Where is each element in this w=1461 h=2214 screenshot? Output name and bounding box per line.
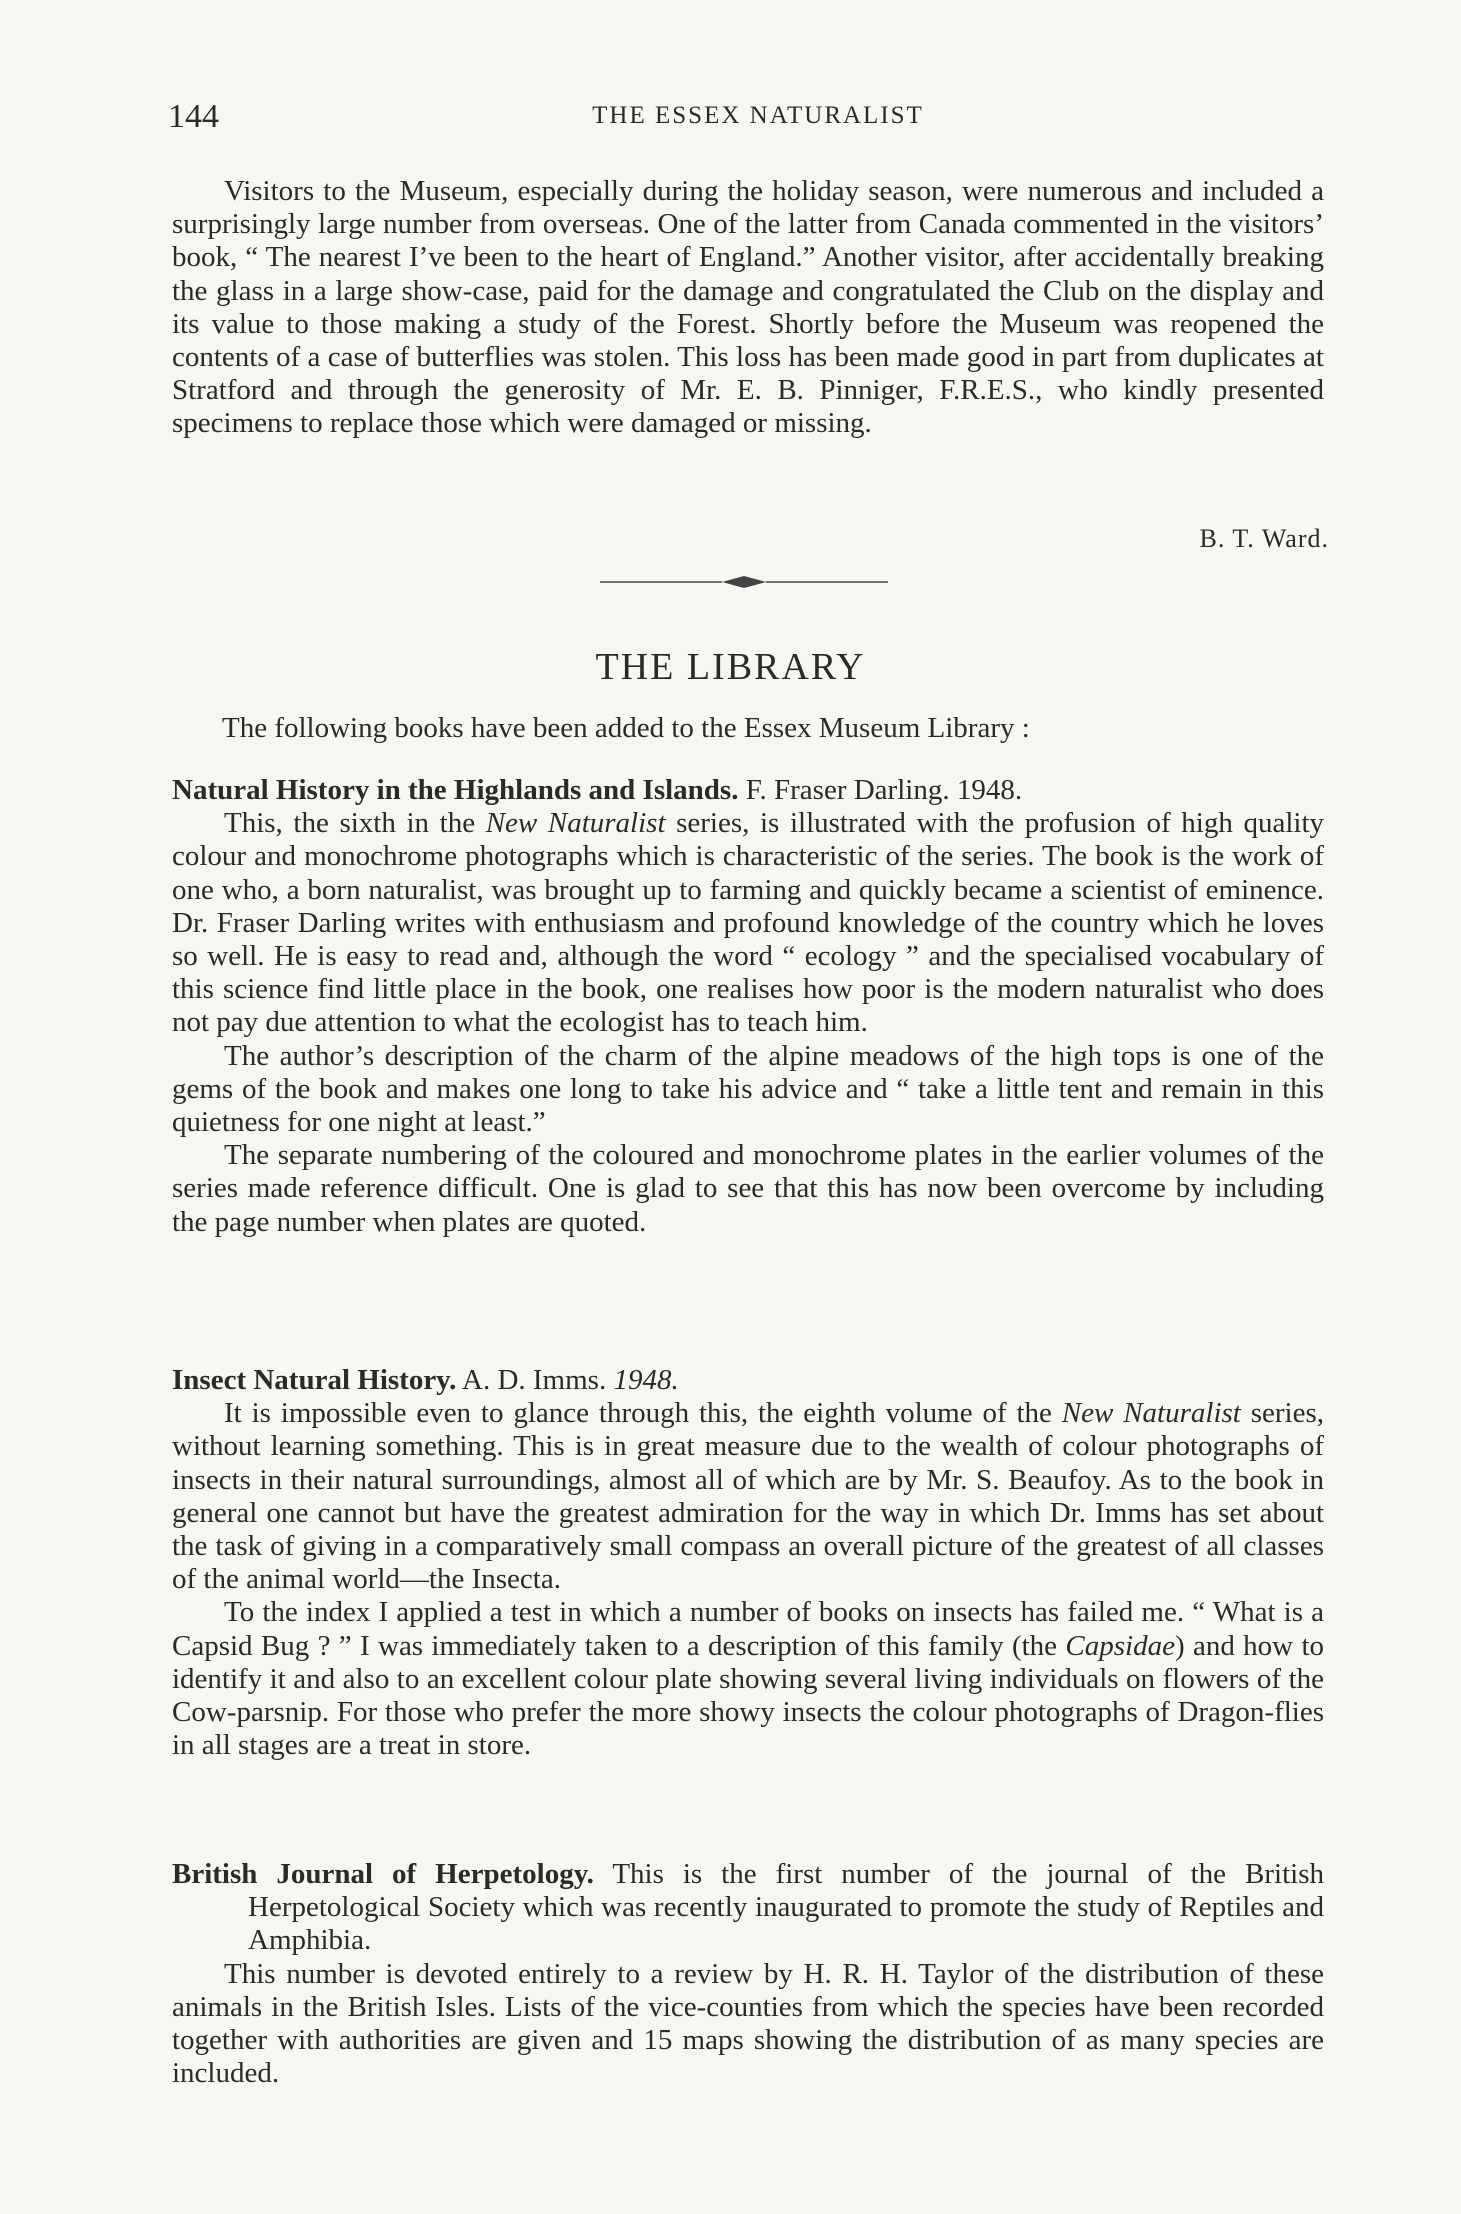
book-entry-heading: [172, 1858, 1324, 1958]
page-number: 144: [168, 98, 219, 135]
review-paragraph: It is impossible even to glance through this, the eighth volume of the New Naturalist series, without learning something. This is in great measure due to the wealth of colour photographs of insects in their natural surroundings, almost all of which are by Mr. S. Beaufoy. As to the book in general one cannot but have the greatest admiration for the way in which Dr. Imms has set about the task of giving in a comparatively small compass an overall picture of the greatest of all classes of the animal world—the Insecta.: [172, 1397, 1325, 1596]
review-paragraph: This, the sixth in the New Naturalist series, is illustrated with the profusion of high quality colour and monochrome photographs which is characteristic of the series. The book is the work of one who, a born naturalist, was brought up to farming and quickly became a scientist of eminence. Dr. Fraser Darling writes with enthusiasm and profound knowledge of the country which he loves so well. He is easy to read and, although the word “ ecology ” and the specialised vocabulary of this science find little place in the book, one realises how poor is the modern naturalist who does not pay due attention to what the ecologist has to teach him.: [172, 807, 1324, 1039]
book-title: British Journal of Herpetology.: [172, 1858, 594, 1890]
book-title: Natural History in the Highlands and Islands.: [172, 774, 739, 806]
family-name: Capsidae: [1065, 1629, 1175, 1662]
review-paragraph: This number is devoted entirely to a review by H. R. H. Taylor of the distribution of these animals in the British Isles. Lists of the vice-counties from which the species have been recorded together with authorities are given and 15 maps showing the distribution of as many species are included.: [172, 1957, 1324, 2090]
book-title: Insect Natural History.: [172, 1364, 457, 1396]
page-header: [168, 98, 1328, 142]
signature: B. T. Ward.: [1199, 524, 1329, 553]
museum-section: [172, 175, 1324, 441]
book-author-year: F. Fraser Darling. 1948.: [745, 774, 1023, 806]
review-paragraph: To the index I applied a test in which a number of books on insects has failed me. “ What is a Capsid Bug ? ” I was immediately taken to a description of this family (the Capsidae) and how to identify it and also to an excellent colour plate showing several living individuals on flowers of the Cow-parsnip. For those who prefer the more showy insects the colour photographs of Dragon-flies in all stages are a treat in store.: [172, 1596, 1325, 1762]
book-entry-heading: [172, 774, 1324, 807]
book-year: 1948.: [613, 1364, 679, 1396]
review-text: This is the first number of the journal of the British Herpetological Society which was recently inaugurated to promote the study of Reptiles and Amphibia.: [248, 1858, 1324, 1957]
running-head: THE ESSEX NATURALIST: [592, 102, 924, 129]
review-paragraph: The separate numbering of the coloured and monochrome plates in the earlier volumes of the series made reference difficult. One is glad to see that this has now been overcome by including the page number when plates are quoted.: [172, 1139, 1324, 1238]
book-review-insect: [172, 1364, 1324, 1762]
library-intro: The following books have been added to the Essex Museum Library :: [222, 712, 1030, 744]
museum-paragraph: Visitors to the Museum, especially during the holiday season, were numerous and included a surprisingly large number from overseas. One of the latter from Canada commented in the visitors’ book, “ The nearest I’ve been to the heart of England.” Another visitor, after accidentally breaking the glass in a large show-case, paid for the damage and congratulated the Club on the display and its value to those making a study of the Forest. Shortly before the Museum was reopened the contents of a case of butterflies was stolen. This loss has been made good in part from duplicates at Stratford and through the generosity of Mr. E. B. Pinniger, F.R.E.S., who kindly presented specimens to replace those which were damaged or missing.: [172, 175, 1324, 440]
section-title: THE LIBRARY: [595, 646, 866, 688]
section-divider: [600, 575, 888, 589]
series-name: New Naturalist: [1061, 1397, 1241, 1430]
series-name: New Naturalist: [485, 807, 666, 840]
book-review-natural-history: [172, 774, 1324, 1239]
review-paragraph: The author’s description of the charm of the alpine meadows of the high tops is one of the gems of the book and makes one long to take his advice and “ take a little tent and remain in this quietness for one night at least.”: [172, 1039, 1324, 1139]
book-author: A. D. Imms.: [462, 1364, 607, 1396]
book-entry-heading: [172, 1364, 1324, 1397]
book-review-herpetology: [172, 1858, 1324, 2090]
